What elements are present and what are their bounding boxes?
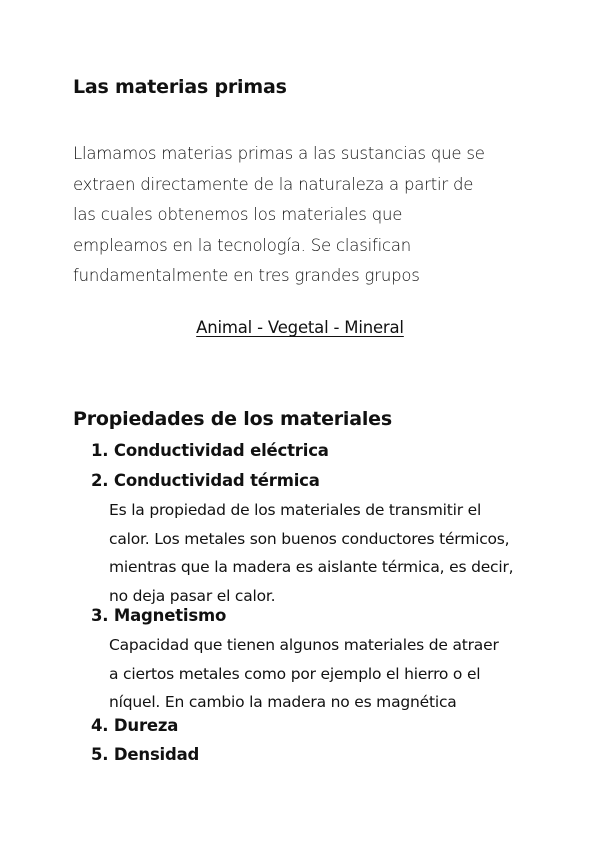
section-title-materias-primas: Las materias primas xyxy=(73,76,287,98)
description-line: mientras que la madera es aislante térmica, es decir, xyxy=(109,558,514,577)
list-item-label: Conductividad eléctrica xyxy=(113,441,329,460)
intro-line: las cuales obtenemos los materiales que xyxy=(73,205,403,224)
list-item-magnetismo xyxy=(91,606,226,625)
magnetismo-description xyxy=(109,631,549,717)
description-line: Es la propiedad de los materiales de transmitir el xyxy=(109,501,482,519)
description-line: calor. Los metales son buenos conductores térmicos, xyxy=(109,529,510,548)
list-item-label: Dureza xyxy=(113,716,179,735)
intro-line: fundamentalmente en tres grandes grupos xyxy=(73,266,420,285)
description-line: a ciertos metales como por ejemplo el hierro o el xyxy=(109,664,481,683)
section-title-propiedades: Propiedades de los materiales xyxy=(73,408,392,430)
list-item-dureza xyxy=(91,716,178,735)
list-item-number: 3. xyxy=(91,606,109,625)
description-line: níquel. En cambio la madera no es magnética xyxy=(109,693,457,712)
list-item-label: Densidad xyxy=(113,745,200,764)
material-groups xyxy=(0,318,600,337)
list-item-densidad xyxy=(91,745,199,764)
intro-line: empleamos en la tecnología. Se clasifican xyxy=(73,235,412,255)
description-line: Capacidad que tienen algunos materiales de atraer xyxy=(109,636,499,654)
intro-line: extraen directamente de la naturaleza a partir de xyxy=(73,174,474,194)
conductividad-termica-description xyxy=(109,496,549,611)
intro-line: Llamamos materias primas a las sustancias que se xyxy=(73,144,485,163)
list-item-number: 5. xyxy=(91,745,109,764)
list-item-conductividad-electrica xyxy=(91,441,329,460)
description-line: no deja pasar el calor. xyxy=(109,587,276,606)
list-item-number: 2. xyxy=(91,471,109,490)
list-item-conductividad-termica xyxy=(91,471,320,490)
material-groups-text: Animal - Vegetal - Mineral xyxy=(196,318,404,337)
list-item-label: Conductividad térmica xyxy=(113,471,320,490)
list-item-number: 1. xyxy=(91,441,109,460)
list-item-label: Magnetismo xyxy=(113,606,227,625)
list-item-number: 4. xyxy=(91,716,109,735)
intro-paragraph xyxy=(73,139,543,292)
